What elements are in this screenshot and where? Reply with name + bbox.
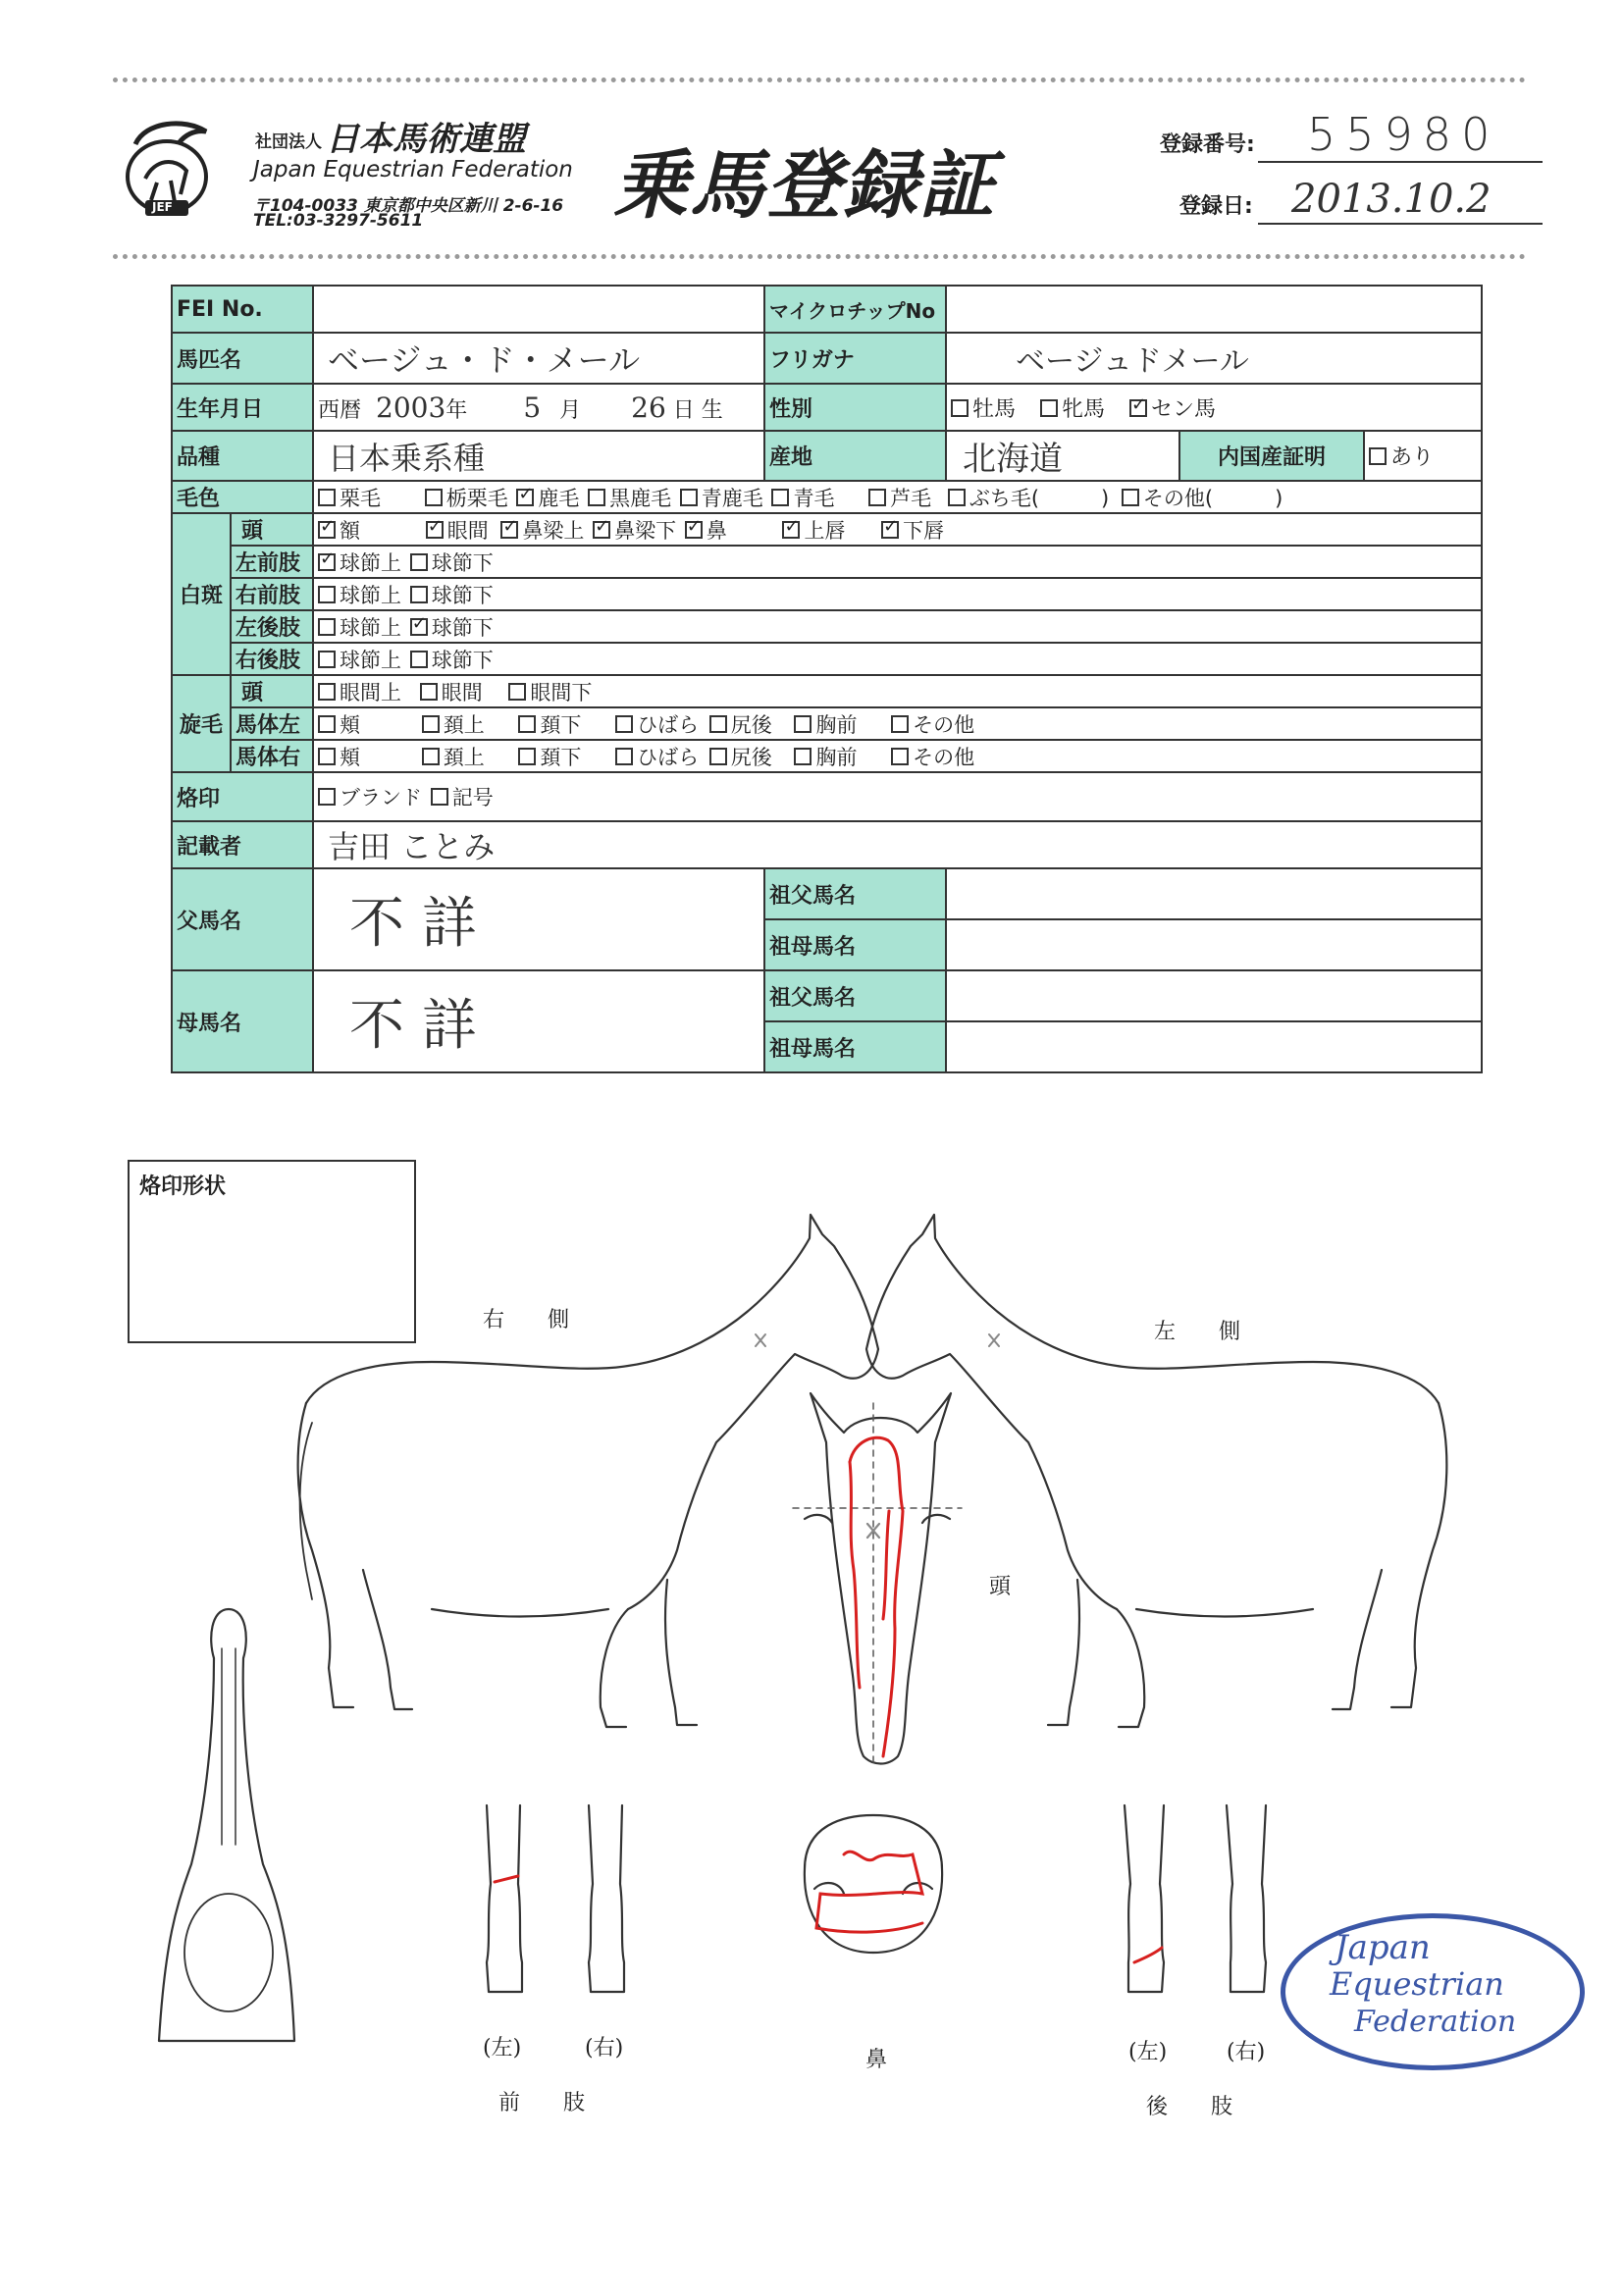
hind-left-caption: (左) — [1128, 2040, 1168, 2064]
fei-label: FEI No. — [172, 286, 313, 333]
seal-text-1: Japan — [1335, 1928, 1431, 1967]
left-side-caption: 左 側 — [1154, 1320, 1241, 1344]
coat-option[interactable]: 栗毛 — [318, 483, 381, 512]
whorl-option[interactable]: 頚上 — [422, 709, 485, 739]
marking-part-right-fore: 右前肢 — [231, 578, 313, 610]
whorl-option[interactable]: 頬 — [318, 742, 360, 771]
coat-option[interactable]: 栃栗毛 — [425, 483, 508, 512]
recorder-field[interactable]: 吉田 ことみ — [313, 821, 1482, 868]
whorl-option[interactable]: 胸前 — [794, 742, 857, 771]
whorl-option[interactable]: 頚下 — [518, 709, 581, 739]
birth-month-unit: 月 — [559, 397, 582, 423]
reg-number-value: 55980 — [1307, 108, 1500, 161]
breed-field[interactable]: 日本乗系種 — [313, 431, 764, 481]
whorl-option[interactable]: 眼間上 — [318, 677, 401, 706]
reg-date-label: 登録日: — [1179, 194, 1253, 219]
sex-option-gelding[interactable]: ✓ セン馬 — [1129, 392, 1216, 423]
birth-day-unit: 日 生 — [672, 397, 723, 423]
marking-part-left-fore: 左前肢 — [231, 546, 313, 578]
birth-year-unit: 年 — [445, 397, 468, 423]
brand-option-brand[interactable]: ブランド — [318, 782, 422, 811]
furigana-field[interactable]: ベージュドメール — [946, 333, 1482, 384]
birth-era: 西暦 — [318, 397, 362, 423]
marking-option[interactable]: 球節上 — [318, 580, 401, 609]
org-name-en: Japan Equestrian Federation — [253, 157, 573, 183]
nose-caption: 鼻 — [865, 2048, 888, 2072]
coat-option[interactable]: 青毛 — [771, 483, 834, 512]
left-side-horse-outline — [866, 1215, 1446, 1727]
whorl-option[interactable]: 眼間下 — [508, 677, 592, 706]
horse-name-field[interactable]: ベージュ・ド・メール — [313, 333, 764, 384]
forelimb-outlines — [487, 1805, 624, 1992]
whorl-option[interactable]: 胸前 — [794, 709, 857, 739]
sire-label: 父馬名 — [172, 868, 313, 970]
marking-option[interactable]: 球節下 — [410, 580, 494, 609]
marking-option[interactable]: 球節下 — [410, 548, 494, 577]
coat-option[interactable]: 青鹿毛 — [680, 483, 763, 512]
marking-option[interactable]: ✓ 球節上 — [318, 548, 401, 577]
whorl-option[interactable]: 頚下 — [518, 742, 581, 771]
dam-grandsire-label: 祖父馬名 — [764, 970, 946, 1021]
fore-left-caption: (左) — [483, 2036, 522, 2061]
seal-text-2: Equestrian — [1330, 1965, 1504, 2003]
whorl-part-head: 頭 — [231, 675, 313, 707]
whorl-option[interactable]: その他 — [891, 709, 974, 739]
whorl-option[interactable]: 眼間 — [420, 677, 483, 706]
marking-option[interactable]: 球節上 — [318, 612, 401, 642]
coat-option[interactable]: その他( ) — [1122, 483, 1283, 512]
marking-part-head: 頭 — [231, 513, 313, 546]
birth-year: 2003 — [376, 391, 446, 424]
head-front-outline — [793, 1393, 962, 1766]
hindlimb-outlines — [1125, 1805, 1266, 1992]
sex-option-stallion[interactable]: 牡馬 — [951, 392, 1016, 423]
jef-seal-stamp — [1281, 1913, 1585, 2070]
dam-label: 母馬名 — [172, 970, 313, 1072]
coat-option[interactable]: ぶち毛( ) — [948, 483, 1109, 512]
marking-option[interactable]: ✓ 下唇 — [881, 515, 944, 545]
whorl-part-body-left: 馬体左 — [231, 707, 313, 740]
whorl-option[interactable]: ひばら — [615, 742, 699, 771]
whorl-option[interactable]: 頚上 — [422, 742, 485, 771]
forelimb-caption: 前 肢 — [498, 2091, 586, 2115]
marking-option[interactable]: 球節上 — [318, 645, 401, 674]
coat-option[interactable]: 黒鹿毛 — [588, 483, 671, 512]
marking-option[interactable]: ✓ 鼻梁上 — [500, 515, 584, 545]
hind-right-caption: (右) — [1227, 2040, 1266, 2064]
birth-day: 26 — [631, 391, 666, 424]
origin-label: 産地 — [764, 431, 946, 481]
marking-option[interactable]: ✓ 球節下 — [410, 612, 494, 642]
org-address: 〒104-0033 東京都中央区新川 2-6-16 — [253, 196, 564, 216]
marking-option[interactable]: ✓ 鼻梁下 — [593, 515, 676, 545]
org-tel: TEL:03-3297-5611 — [253, 211, 424, 231]
dam-granddam-label: 祖母馬名 — [764, 1021, 946, 1072]
whorl-option[interactable]: その他 — [891, 742, 974, 771]
whorl-option[interactable]: 尻後 — [709, 709, 772, 739]
markings-label: 白斑 — [172, 513, 231, 675]
coat-option[interactable]: ✓ 鹿毛 — [516, 483, 579, 512]
coat-option[interactable]: 芦毛 — [868, 483, 931, 512]
org-name-ja: 日本馬術連盟 — [326, 120, 526, 159]
brand-label: 烙印 — [172, 772, 313, 821]
birth-month: 5 — [523, 391, 542, 424]
marking-option[interactable]: ✓ 眼間 — [426, 515, 489, 545]
coat-color-label: 毛色 — [172, 481, 313, 513]
microchip-label: マイクロチップNo — [764, 286, 946, 333]
horse-top-view-outline — [159, 1609, 294, 2041]
seal-text-3: Federation — [1354, 2005, 1517, 2039]
horse-name-label: 馬匹名 — [172, 333, 313, 384]
domestic-cert-label: 内国産証明 — [1179, 431, 1364, 481]
org-prefix: 社団法人 — [255, 132, 322, 152]
document-title: 乗馬登録証 — [613, 141, 996, 229]
logo-text: JEF — [152, 200, 173, 214]
sire-field[interactable]: 不 詳 — [313, 868, 764, 970]
breed-label: 品種 — [172, 431, 313, 481]
sex-option-mare[interactable]: 牝馬 — [1040, 392, 1105, 423]
hindlimb-caption: 後 肢 — [1146, 2095, 1233, 2119]
recorder-label: 記載者 — [172, 821, 313, 868]
marking-option[interactable]: ✓ 上唇 — [782, 515, 845, 545]
brand-option-symbol[interactable]: 記号 — [431, 782, 494, 811]
marking-part-right-hind: 右後肢 — [231, 643, 313, 675]
whorl-part-body-right: 馬体右 — [231, 740, 313, 772]
whorls-label: 旋毛 — [172, 675, 231, 772]
sex-label: 性別 — [764, 384, 946, 431]
dam-field[interactable]: 不 詳 — [313, 970, 764, 1072]
origin-field[interactable]: 北海道 — [946, 431, 1179, 481]
sire-grandsire-label: 祖父馬名 — [764, 868, 946, 919]
head-caption: 頭 — [989, 1575, 1012, 1599]
whorl-option[interactable]: 尻後 — [709, 742, 772, 771]
domestic-cert-option[interactable]: あり — [1364, 431, 1482, 481]
reg-date-value: 2013.10.2 — [1291, 177, 1492, 222]
brand-shape-label: 烙印形状 — [139, 1174, 227, 1199]
sire-granddam-label: 祖母馬名 — [764, 919, 946, 970]
furigana-label: フリガナ — [764, 333, 946, 384]
marking-option[interactable]: ✓ 額 — [318, 515, 360, 545]
birthdate-label: 生年月日 — [172, 384, 313, 431]
marking-option[interactable]: ✓ 鼻 — [685, 515, 727, 545]
right-side-caption: 右 側 — [483, 1308, 570, 1332]
marking-option[interactable]: 球節下 — [410, 645, 494, 674]
fore-right-caption: (右) — [585, 2036, 624, 2061]
right-side-horse-outline — [298, 1215, 878, 1727]
whorl-option[interactable]: 頬 — [318, 709, 360, 739]
marking-part-left-hind: 左後肢 — [231, 610, 313, 643]
whorl-option[interactable]: ひばら — [615, 709, 699, 739]
reg-number-label: 登録番号: — [1160, 132, 1255, 157]
